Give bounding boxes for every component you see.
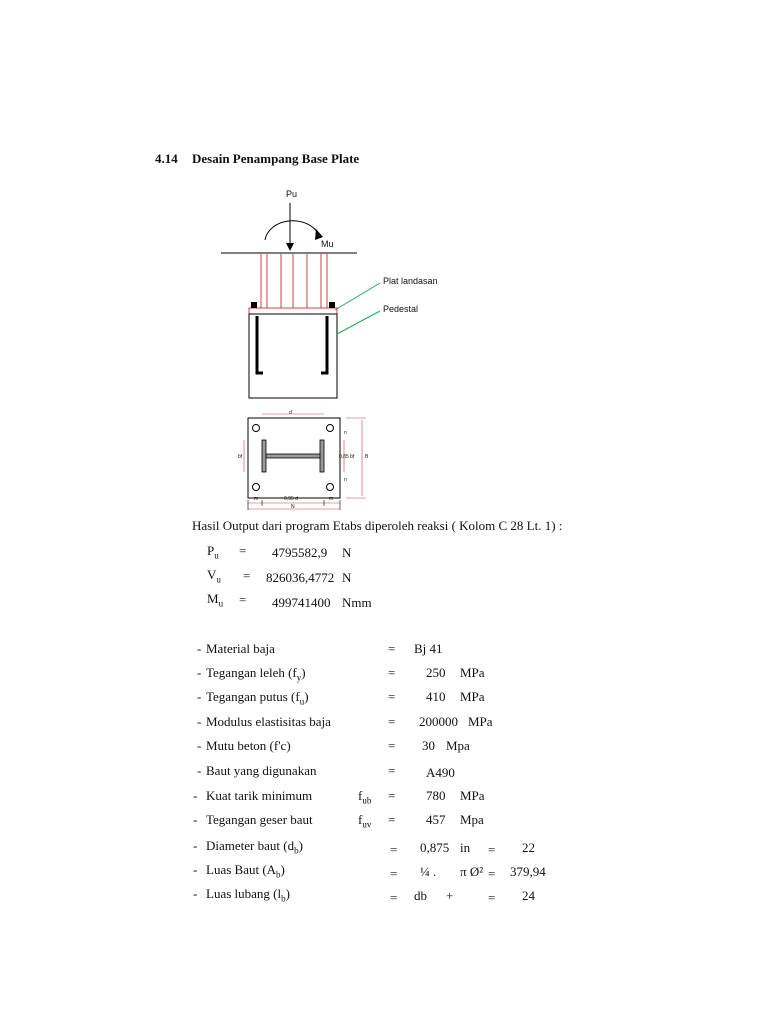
prop-dash: - [193,788,198,803]
n-bottom-dim-label: n [344,477,347,483]
prop-eq: = [388,665,396,680]
prop-eq: = [388,641,396,656]
m-right-dim-label: m [329,496,334,502]
leader-lines [335,283,380,334]
prop-eq: = [388,812,396,827]
reaction-mu-eq: = [239,592,247,607]
prop-dash: - [197,714,202,729]
prop-eq: = [388,763,396,778]
bolt-area-c4: 379,94 [510,864,546,879]
prop-label: Mutu beton (f'c) [206,738,291,753]
prop-value: 200000 [419,714,458,729]
prop-label: Baut yang digunakan [206,763,317,778]
prop-dash: - [197,665,202,680]
prop-label: Tegangan geser baut [206,812,313,827]
prop-label: Tegangan putus $(f_u)$ [206,689,309,707]
plat-landasan-label: Plat landasan [383,276,438,286]
hole-area-eq: = [390,890,398,905]
reaction-vu-value: 826036,4772 [266,570,335,585]
prop-unit: MPa [460,689,485,704]
n-top-dim-label: n [344,430,347,436]
bolt-area-c1: ¼ . [420,864,437,879]
bolt-diameter-c4: 22 [522,840,535,855]
bolt-dash: - [193,862,198,877]
prop-dash: - [197,641,202,656]
d095-dim-label: 0,95 d [284,496,298,502]
prop-eq: = [388,788,396,803]
prop-value: 30 [422,738,435,753]
bolt-diameter-c2: in [460,840,471,855]
bolt-dash: - [193,886,198,901]
hole-area-c4: 24 [522,888,535,903]
section-title: Desain Penampang Base Plate [192,151,360,166]
prop-dash: - [193,812,198,827]
bolt-diameter-c1: 0,875 [420,840,450,855]
reaction-pu-eq: = [239,543,247,558]
prop-value: 457 [426,812,446,827]
reaction-pu-unit: N [342,545,352,560]
mu-arc [265,221,323,240]
prop-label: Kuat tarik minimum [206,788,313,803]
bolt-area-label: Luas Baut $(A_b)$ [206,862,285,880]
prop-dash: - [197,763,202,778]
pedestal [249,314,337,398]
prop-value: 250 [426,665,446,680]
prop-dash: - [197,689,202,704]
prop-symbol: $f_{ub}$ [358,788,372,806]
pu-arrow [286,203,294,251]
pedestal-label: Pedestal [383,304,419,314]
reaction-vu-symbol: $V_u$ [207,567,221,585]
prop-eq: = [388,689,396,704]
reaction-mu-symbol: $M_u$ [207,591,224,609]
bolt-diameter-eq: = [390,842,398,857]
prop-value: 410 [426,689,446,704]
prop-unit: Mpa [460,812,484,827]
b-dim-label: B [365,454,369,460]
bolt-diameter-c3: = [488,842,496,857]
n-total-dim-label: N [291,504,295,510]
hole-area-c3: = [488,890,496,905]
hole-area-label: Luas lubang $(l_b)$ [206,886,290,904]
bolt-dash: - [193,838,198,853]
m-left-dim-label: m [254,496,259,502]
reaction-mu-value: 499741400 [272,595,331,610]
reaction-vu-unit: N [342,570,352,585]
bf-dim-label: bf [238,454,243,460]
bf085-dim-label: 0,85 bf [339,454,355,460]
bolt-area-c3: = [488,866,496,881]
bolt-diameter-label: Diameter baut $(d_b)$ [206,838,303,856]
prop-label: Modulus elastisitas baja [206,714,331,729]
prop-label: Material baja [206,641,275,656]
section-number: 4.14 [155,151,178,166]
prop-value: Bj 41 [414,641,443,656]
prop-value: A490 [426,765,455,780]
mu-label: Mu [321,239,334,249]
d-dim-label: d [289,410,292,416]
prop-unit: Mpa [446,738,470,753]
prop-label: Tegangan leleh $(f_y)$ [206,665,306,683]
hole-area-c2: + [446,888,454,903]
intro-text: Hasil Output dari program Etabs diperoleh reaksi ( Kolom C 28 Lt. 1) : [192,518,563,533]
reaction-pu-symbol: $P_u$ [207,543,219,561]
reaction-mu-unit: Nmm [342,595,372,610]
prop-unit: MPa [460,788,485,803]
pu-label: Pu [286,189,298,199]
bolt-area-c2: π Ø² [460,864,484,879]
anchor-bolts [261,253,327,308]
base-plate-elevation-diagram [215,185,455,405]
prop-dash: - [197,738,202,753]
prop-unit: MPa [460,665,485,680]
hole-area-c1: db [414,888,427,903]
bolt-area-eq: = [390,866,398,881]
prop-eq: = [388,714,396,729]
prop-unit: MPa [468,714,493,729]
prop-symbol: $f_{uv}$ [358,812,372,830]
prop-value: 780 [426,788,446,803]
prop-eq: = [388,738,396,753]
reaction-pu-value: 4795582,9 [272,545,328,560]
reaction-vu-eq: = [243,568,251,583]
